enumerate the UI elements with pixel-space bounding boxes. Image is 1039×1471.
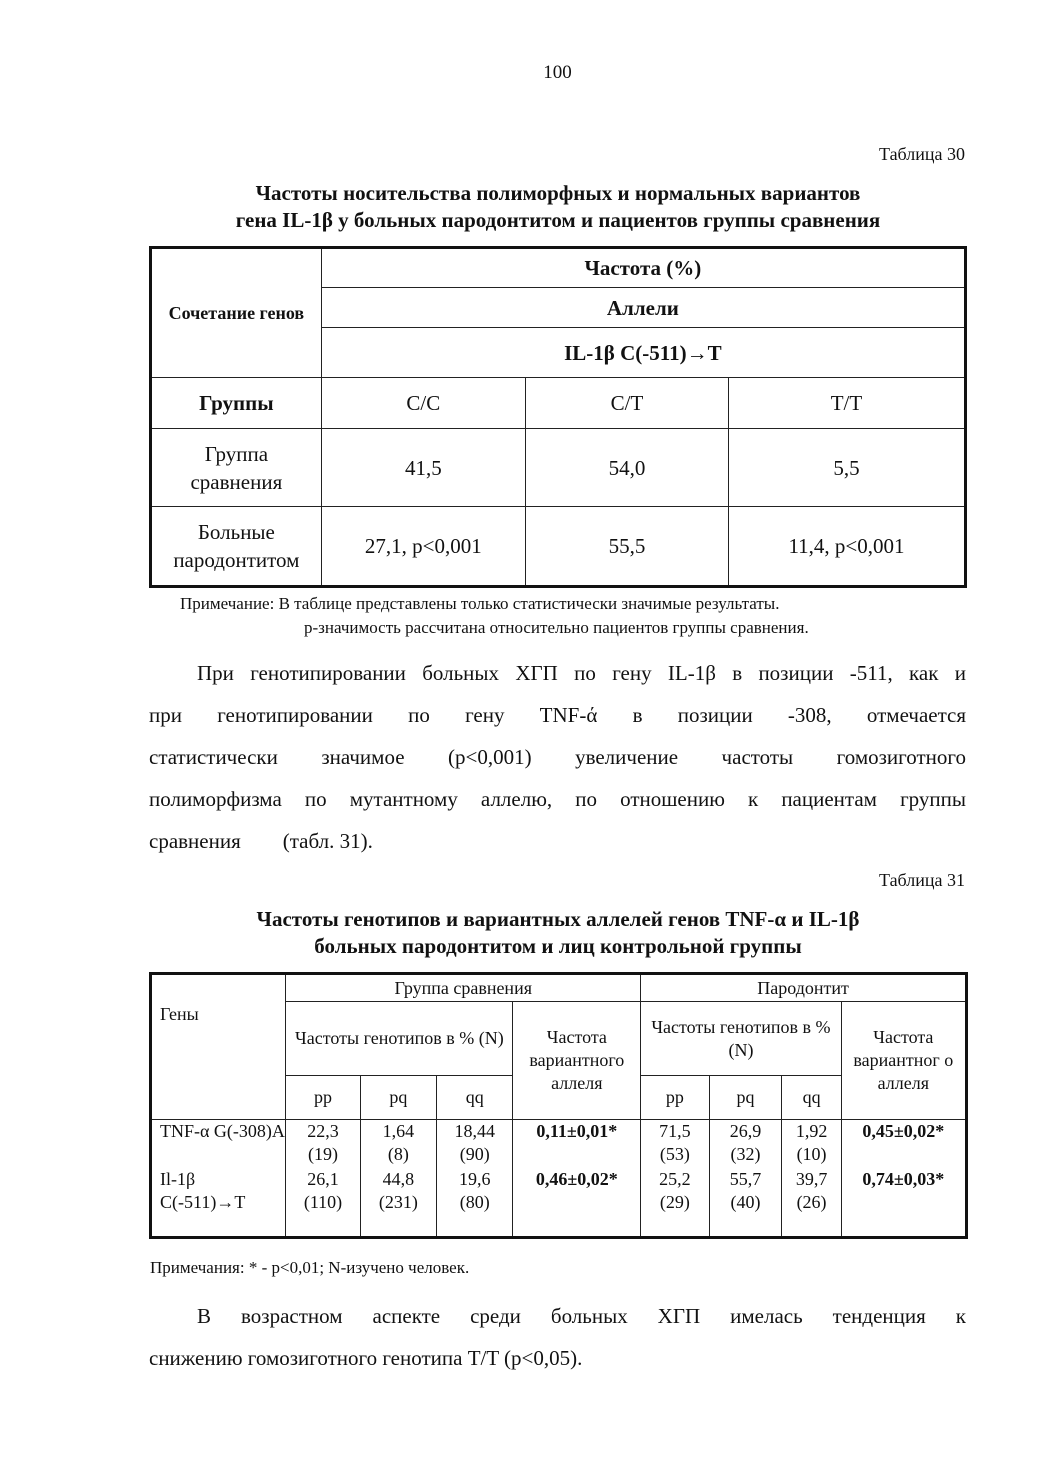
paragraph-line: полиморфизма по мутантному аллелю, по отношению к пациентам группы: [149, 787, 966, 811]
table-31-group-comparison-header: Группа сравнения: [286, 974, 641, 1002]
table-30-row-group: [151, 507, 322, 587]
table-31-genes-header: Гены: [151, 974, 286, 1120]
table-31-allele-cell: 0,11±0,01*: [513, 1120, 641, 1168]
paragraph-2: [149, 1295, 966, 1379]
group-name-line: Больные: [197, 520, 275, 544]
cell-value: 1,92: [795, 1121, 828, 1141]
table-30-title: [150, 180, 966, 234]
paragraph-line: при генотипировании по гену TNF-ά в позиции -308, отмечается: [149, 703, 966, 727]
cell-count: (8): [387, 1144, 409, 1164]
table-31-allele-cell: 0,74±0,03*: [841, 1168, 966, 1238]
cell-count: (32): [730, 1144, 761, 1164]
table-31-gene-cell: Il-1β C(-511)→T: [151, 1168, 286, 1238]
paragraph-line: статистически значимое (p<0,001) увеличение частоты гомозиготного: [149, 745, 966, 769]
cell-count: (26): [796, 1191, 827, 1212]
table-31-col-pq: pq: [360, 1076, 436, 1120]
table-30-cell: 54,0: [525, 429, 728, 507]
table-31-col-pp-2: pp: [641, 1076, 709, 1120]
cell-value: 39,7: [795, 1168, 828, 1189]
table-30-groups-header: Группы: [151, 378, 322, 429]
cell-count: (19): [308, 1144, 339, 1164]
table-30-note-line-2: p-значимость рассчитана относительно пациентов группы сравнения.: [304, 618, 809, 637]
table-30-cell: 55,5: [525, 507, 728, 587]
cell-value: 19,6: [459, 1168, 491, 1189]
table-31-col-qq-2: qq: [782, 1076, 841, 1120]
group-name-line: пародонтитом: [173, 548, 300, 572]
cell-count: (110): [303, 1191, 343, 1212]
table-31-note: Примечания: * - p<0,01; N-изучено человек.: [150, 1258, 470, 1277]
cell-count: (29): [659, 1191, 690, 1212]
cell-count: (80): [459, 1191, 490, 1212]
table-30-col-cc: C/C: [321, 378, 525, 429]
table-31-row: [151, 1120, 967, 1168]
table-30-row: [151, 429, 966, 507]
table-31-cell: [641, 1120, 709, 1168]
table-30-label: Таблица 30: [879, 144, 965, 164]
table-30-col-tt: T/T: [728, 378, 965, 429]
table-30-cell: 41,5: [321, 429, 525, 507]
table-30-alleles-header: Аллели: [321, 288, 965, 328]
table-31-cell: [709, 1168, 782, 1238]
cell-value: 55,7: [729, 1168, 762, 1189]
cell-count: (90): [459, 1144, 490, 1164]
cell-value: 26,9: [729, 1121, 762, 1141]
paragraph-1: [149, 652, 966, 862]
table-30-cell: 11,4, p<0,001: [728, 507, 965, 587]
table-31-title-line-1: Частоты генотипов и вариантных аллелей генов TNF-α и IL-1β: [256, 907, 860, 931]
table-31-gene-cell: TNF-α G(-308)A: [151, 1120, 286, 1168]
paragraph-line: снижению гомозиготного генотипа T/T (p<0,05).: [149, 1346, 583, 1370]
table-30-note-line-1: Примечание: В таблице представлены только статистически значимые результаты.: [180, 594, 780, 613]
cell-value: 71,5: [659, 1121, 691, 1141]
cell-count: (10): [796, 1144, 827, 1164]
table-30-cell: 5,5: [728, 429, 965, 507]
cell-value: 22,3: [307, 1121, 339, 1141]
cell-value: 26,1: [307, 1168, 339, 1189]
cell-value: 44,8: [382, 1168, 415, 1189]
table-31-allele-freq-header: Частота вариантного аллеля: [513, 1002, 641, 1120]
table-31-genotype-freq-header: Частоты генотипов в % (N): [286, 1002, 513, 1076]
table-30-title-line-2: гена IL-1β у больных пародонтитом и пациентов группы сравнения: [235, 208, 881, 232]
cell-value: 1,64: [382, 1121, 415, 1141]
table-31-genotype-freq-header-2: Частоты генотипов в % (N): [641, 1002, 841, 1076]
table-31-cell: [641, 1168, 709, 1238]
table-30-gene-header: IL-1β C(-511)→T: [321, 328, 965, 378]
table-30-frequency-header: Частота (%): [321, 248, 965, 288]
table-30-row-group: [151, 429, 322, 507]
table-31-cell: [360, 1168, 436, 1238]
table-30-row: [151, 507, 966, 587]
table-31-cell: [360, 1120, 436, 1168]
group-name-line: сравнения: [190, 469, 283, 494]
table-30-cell: 27,1, p<0,001: [321, 507, 525, 587]
table-31-row: [151, 1168, 967, 1238]
cell-count: (53): [659, 1144, 690, 1164]
table-31-cell: [709, 1120, 782, 1168]
paragraph-line: сравнения (табл. 31).: [149, 829, 373, 853]
paragraph-line: В возрастном аспекте среди больных ХГП имелась тенденция к: [197, 1304, 966, 1328]
table-31-col-pp: pp: [286, 1076, 360, 1120]
cell-count: (40): [730, 1191, 761, 1212]
table-31-cell: [437, 1120, 513, 1168]
table-31-cell: [437, 1168, 513, 1238]
table-31-allele-freq-header-2: Частота вариантног о аллеля: [841, 1002, 966, 1120]
table-31-cell: [286, 1120, 360, 1168]
table-30: [149, 246, 967, 588]
table-30-note: [180, 592, 809, 640]
table-31-col-qq: qq: [437, 1076, 513, 1120]
table-30-col-ct: C/T: [525, 378, 728, 429]
cell-value: 18,44: [454, 1121, 495, 1141]
table-31-cell: [286, 1168, 360, 1238]
table-31-allele-cell: 0,46±0,02*: [513, 1168, 641, 1238]
cell-value: 25,2: [659, 1168, 691, 1189]
table-31-col-pq-2: pq: [709, 1076, 782, 1120]
table-31-title: [150, 906, 966, 960]
cell-count: (231): [378, 1191, 418, 1212]
table-31-cell: [782, 1120, 841, 1168]
table-31: [149, 972, 968, 1239]
table-30-title-line-1: Частоты носительства полиморфных и нормальных вариантов: [255, 181, 861, 205]
table-31-allele-cell: 0,45±0,02*: [841, 1120, 966, 1168]
table-30-corner-header: Сочетание генов: [151, 248, 322, 378]
table-31-periodontitis-header: Пародонтит: [641, 974, 967, 1002]
group-name-line: Группа: [204, 441, 269, 466]
table-31-label: Таблица 31: [879, 870, 965, 890]
paragraph-line: При генотипировании больных ХГП по гену IL-1β в позиции -511, как и: [197, 661, 966, 685]
table-31-title-line-2: больных пародонтитом и лиц контрольной группы: [314, 934, 802, 958]
table-31-cell: [782, 1168, 841, 1238]
page-number: 100: [543, 62, 572, 83]
